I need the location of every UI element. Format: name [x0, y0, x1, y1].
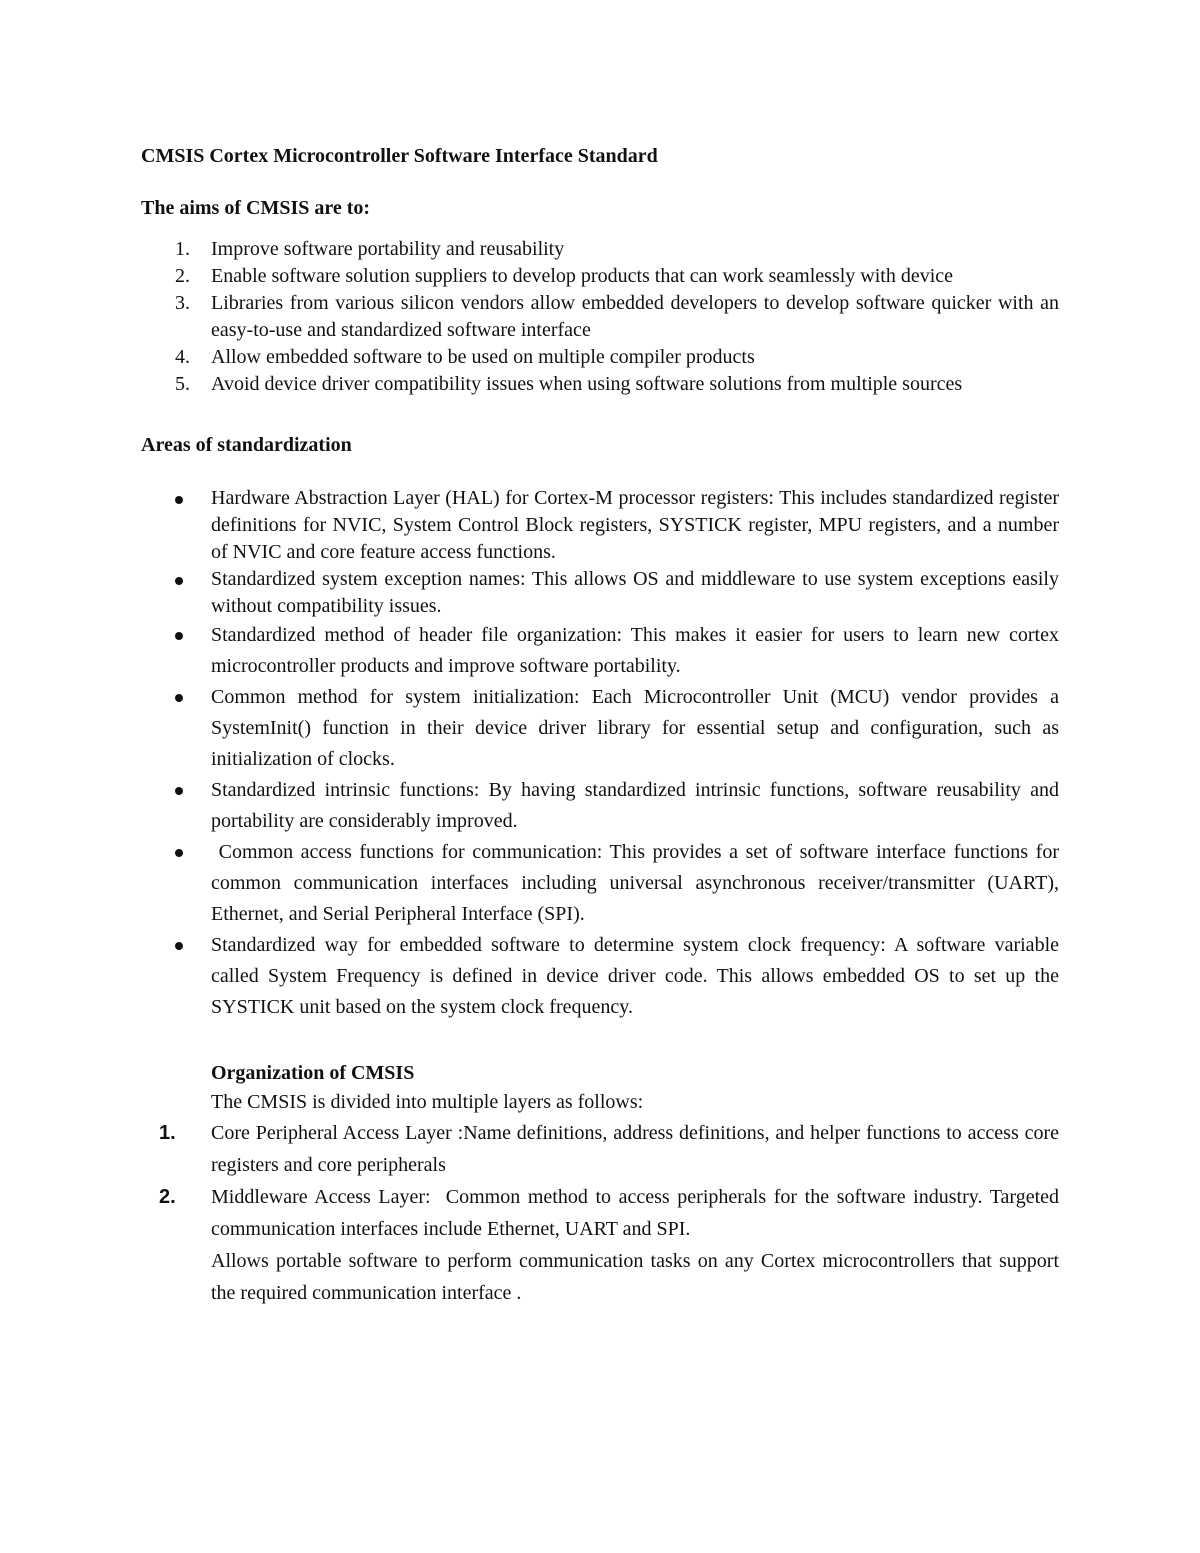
- list-item-text: Common method for system initialization: Each Microcontroller Unit (MCU) vendor provides a SystemInit() function in their device driver library for essential setup and configuration, such as initialization of clocks.: [211, 686, 1059, 770]
- list-item-text: Avoid device driver compatibility issues when using software solutions from multiple sources: [211, 373, 963, 395]
- bullet-icon: [175, 942, 183, 950]
- list-number: 1.: [175, 238, 190, 260]
- list-item-text: Common access functions for communication: This provides a set of software interface functions for common communication interfaces including universal asynchronous receiver/transmitter (UART), Ethernet, and Serial Peripheral Interface (SPI).: [211, 841, 1065, 925]
- organization-heading: Organization of CMSIS: [211, 1062, 415, 1084]
- list-item-text: Core Peripheral Access Layer :Name definitions, address definitions, and helper functions to access core registers and core peripherals: [211, 1122, 1059, 1176]
- bullet-icon: [175, 849, 183, 857]
- list-item-text: Standardized system exception names: This allows OS and middleware to use system exceptions easily without compatibility issues.: [211, 568, 1059, 617]
- list-item-text: Middleware Access Layer: Common method to access peripherals for the software industry. Targeted communication interfaces include Ethernet, UART and SPI.: [211, 1186, 1064, 1240]
- bullet-icon: [175, 496, 183, 504]
- list-number: 5.: [175, 373, 190, 395]
- list-number: 2.: [159, 1186, 176, 1208]
- list-item-text: Enable software solution suppliers to develop products that can work seamlessly with device: [211, 265, 954, 287]
- list-item-text: Standardized method of header file organization: This makes it easier for users to learn new cortex microcontroller products and improve software portability.: [211, 624, 1059, 677]
- bullet-icon: [175, 632, 183, 640]
- aims-list-item: [141, 344, 1059, 371]
- areas-list: [141, 485, 1065, 1023]
- organization-layer-item: [141, 1117, 1059, 1181]
- areas-list-item: [141, 775, 1059, 837]
- organization-extra-paragraph: Allows portable software to perform communication tasks on any Cortex microcontrollers that support the required communication interface .: [211, 1250, 1059, 1304]
- list-item-text: Hardware Abstraction Layer (HAL) for Cortex-M processor registers: This includes standardized register definitions for NVIC, System Control Block registers, SYSTICK register, MPU registers, and a number of NVIC and core feature access functions.: [211, 487, 1059, 563]
- bullet-icon: [175, 787, 183, 795]
- list-number: 4.: [175, 346, 190, 368]
- list-item-text: Allow embedded software to be used on multiple compiler products: [211, 346, 755, 368]
- list-number: 3.: [175, 292, 190, 314]
- organization-layer-list: [141, 1117, 1064, 1245]
- list-item-text: Standardized intrinsic functions: By having standardized intrinsic functions, software reusability and portability are considerably improved.: [211, 779, 1059, 832]
- aims-list-item: [141, 236, 1059, 263]
- aims-list-item: [141, 371, 1059, 398]
- aims-list-item: [141, 263, 1059, 290]
- areas-list-item: [141, 682, 1059, 775]
- areas-list-item: [141, 485, 1059, 566]
- document-title: CMSIS Cortex Microcontroller Software Interface Standard: [141, 145, 658, 167]
- areas-list-item: [141, 930, 1059, 1023]
- aims-list: [141, 236, 1059, 398]
- list-item-text: Libraries from various silicon vendors allow embedded developers to develop software quicker with an easy-to-use and standardized software interface: [211, 292, 1059, 341]
- aims-heading: The aims of CMSIS are to:: [141, 197, 371, 219]
- aims-list-item: [141, 290, 1059, 344]
- list-item-text: Standardized way for embedded software to determine system clock frequency: A software variable called System Frequency is defined in device driver code. This allows embedded OS to set up the SYSTICK unit based on the system clock frequency.: [211, 934, 1059, 1018]
- document-body: [141, 141, 1065, 1309]
- areas-heading: Areas of standardization: [141, 434, 352, 456]
- areas-list-item: [141, 620, 1059, 682]
- areas-list-item: [141, 566, 1059, 620]
- list-number: 1.: [159, 1122, 176, 1144]
- list-item-text: Improve software portability and reusability: [211, 238, 565, 260]
- organization-intro: The CMSIS is divided into multiple layers as follows:: [211, 1091, 644, 1113]
- bullet-icon: [175, 694, 183, 702]
- list-number: 2.: [175, 265, 190, 287]
- organization-layer-item: [141, 1181, 1064, 1245]
- organization-section: [211, 1059, 1059, 1117]
- bullet-icon: [175, 577, 183, 585]
- areas-list-item: [141, 837, 1065, 930]
